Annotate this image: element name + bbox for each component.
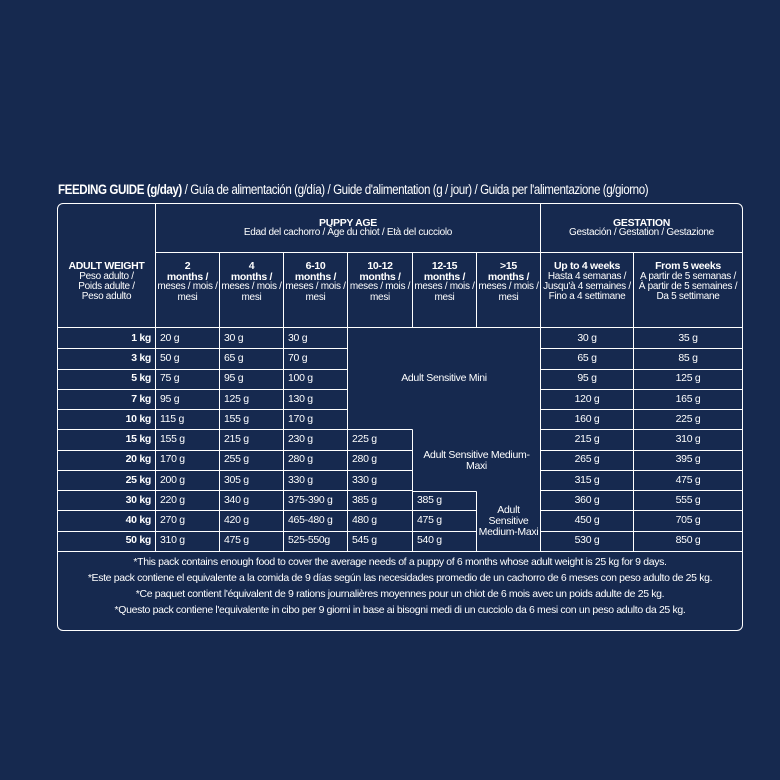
table-cell: 330 g <box>352 473 377 486</box>
weight-cell: 3 kg <box>131 352 151 365</box>
table-cell: 230 g <box>288 433 313 446</box>
gestation-title: GESTATION <box>613 216 670 229</box>
table-cell: 385 g <box>417 493 442 506</box>
table-cell: 530 g <box>574 534 600 547</box>
table-cell: 70 g <box>288 352 308 365</box>
table-cell: 115 g <box>160 412 184 425</box>
month-header-1-line-1: 2 <box>184 260 191 272</box>
table-cell: 170 g <box>160 453 185 466</box>
table-cell: 465-480 g <box>288 514 333 527</box>
table-cell: 330 g <box>288 473 313 486</box>
table-cell: 280 g <box>288 453 313 466</box>
table-cell: 35 g <box>678 331 698 344</box>
puppy-age-sub: Edad del cachorro / Âge du chiot / Età del cucciolo <box>243 227 453 239</box>
month-header-2-line-3: meses / mois / <box>221 281 282 293</box>
table-cell: 475 g <box>417 514 442 527</box>
month-header-3-line-4: mesi <box>305 291 326 303</box>
gestation-col-2-sub-1: A partir de 5 semanas / <box>640 270 736 282</box>
table-cell: 50 g <box>160 352 180 365</box>
adult-weight-line-2: Poids adulte / <box>78 280 135 292</box>
gestation-col-2-title: From 5 weeks <box>655 260 721 272</box>
month-header-1-line-3: meses / mois / <box>157 281 218 293</box>
table-cell: 255 g <box>224 453 249 466</box>
table-cell: 540 g <box>417 534 442 547</box>
table-cell: 215 g <box>574 433 600 446</box>
gestation-col-1-sub-3: Fino a 4 settimane <box>548 291 626 303</box>
month-header-2-line-2: months / <box>230 270 273 283</box>
month-header-5-line-3: meses / mois / <box>414 281 475 293</box>
table-cell: 385 g <box>352 493 377 506</box>
weight-cell: 30 kg <box>125 493 151 506</box>
table-cell: 395 g <box>675 453 701 466</box>
table-cell: 30 g <box>288 331 308 344</box>
table-cell: 30 g <box>577 331 597 344</box>
table-cell: 100 g <box>288 372 313 385</box>
table-cell: 420 g <box>224 514 249 527</box>
table-cell: 155 g <box>224 412 249 425</box>
month-header-4-line-1: 10-12 <box>367 260 393 272</box>
footnote-fr: *Ce paquet contient l'équivalent de 9 rations journalières moyennes pour un chiot de 6 mois avec un poids adulte de 25 kg. <box>135 588 665 600</box>
weight-cell: 20 kg <box>125 453 151 466</box>
title-bold: FEEDING GUIDE (g/day) <box>58 182 182 197</box>
table-cell: 305 g <box>224 473 249 486</box>
adult-weight-line-3: Peso adulto <box>81 291 132 303</box>
month-header-6-line-2: months / <box>487 270 530 283</box>
month-header-3-line-1: 6-10 <box>305 260 326 272</box>
gestation-col-1-title: Up to 4 weeks <box>553 260 621 272</box>
table-cell: 310 g <box>675 433 701 446</box>
month-header-3 <box>284 253 347 327</box>
table-cell: 850 g <box>675 534 701 547</box>
table-cell: 95 g <box>160 392 180 405</box>
gestation-col-2-sub-3: Da 5 settimane <box>656 291 720 303</box>
month-header-3-line-2: months / <box>294 270 337 283</box>
merged-small-line-1: Adult Sensitive <box>488 504 529 528</box>
table-cell: 120 g <box>574 392 600 405</box>
month-header-5-line-4: mesi <box>434 291 455 303</box>
table-cell: 340 g <box>224 493 249 506</box>
table-cell: 125 g <box>224 392 249 405</box>
table-cell: 30 g <box>224 331 244 344</box>
table-cell: 525-550g <box>288 534 330 547</box>
merged-adult-sensitive-medium-maxi: Adult Sensitive Medium-Maxi <box>423 448 530 472</box>
gestation-from-5-weeks-header <box>634 253 742 327</box>
footnote-es: *Este pack contiene el equivalente a la comida de 9 días según las necesidades promedio de un cachorro de 6 meses con peso adulto de 25 kg. <box>87 572 713 584</box>
month-header-4-line-3: meses / mois / <box>349 281 411 293</box>
merged-small-line-2: Medium-Maxi <box>478 525 539 538</box>
table-cell: 200 g <box>160 473 185 486</box>
table-cell: 265 g <box>574 453 600 466</box>
footnote-it: *Questo pack contiene l'equivalente in cibo per 9 giorni in base ai bisogni medi di un cucciolo da 6 mesi con un peso adulto da 25 kg. <box>114 604 686 616</box>
table-cell: 480 g <box>352 514 377 527</box>
table-cell: 270 g <box>160 514 185 527</box>
month-header-6-line-3: meses / mois / <box>478 281 539 293</box>
table-cell: 360 g <box>574 493 600 506</box>
table-cell: 85 g <box>678 352 698 365</box>
adult-weight-title: ADULT WEIGHT <box>68 260 145 272</box>
puppy-age-header <box>156 204 540 252</box>
gestation-up-to-4-weeks-header <box>541 253 633 327</box>
month-header-1-line-4: mesi <box>177 291 198 303</box>
table-cell: 95 g <box>577 372 597 385</box>
weight-cell: 5 kg <box>131 372 151 385</box>
month-header-2-line-1: 4 <box>248 260 255 272</box>
month-header-4-line-4: mesi <box>370 291 390 303</box>
title-rest: / Guía de alimentación (g/día) / Guide d'alimentation (g / jour) / Guida per l'alimentazione (g/giorno) <box>181 182 649 197</box>
table-cell: 225 g <box>352 433 377 446</box>
weight-cell: 40 kg <box>125 514 151 527</box>
table-cell: 155 g <box>160 433 185 446</box>
table-cell: 160 g <box>574 412 600 425</box>
month-header-1-line-2: months / <box>166 270 209 283</box>
table-cell: 65 g <box>577 352 597 365</box>
weight-cell: 7 kg <box>131 392 151 405</box>
month-header-5 <box>413 253 476 327</box>
table-cell: 165 g <box>675 392 701 405</box>
month-header-6-line-4: mesi <box>498 291 519 303</box>
table-cell: 130 g <box>288 392 313 405</box>
table-cell: 170 g <box>288 412 313 425</box>
table-cell: 95 g <box>224 372 244 385</box>
table-cell: 545 g <box>352 534 377 547</box>
month-header-3-line-3: meses / mois / <box>285 281 346 293</box>
month-header-1 <box>156 253 219 327</box>
month-header-4 <box>348 253 412 327</box>
adult-weight-line-1: Peso adulto / <box>79 270 134 282</box>
gestation-header <box>541 204 742 252</box>
month-header-2 <box>220 253 283 327</box>
table-cell: 75 g <box>160 372 180 385</box>
table-cell: 20 g <box>160 331 180 344</box>
merged-adult-sensitive-medium-maxi-small <box>477 492 540 551</box>
weight-cell: 50 kg <box>125 534 151 547</box>
table-cell: 65 g <box>224 352 244 365</box>
table-cell: 475 g <box>224 534 249 547</box>
table-cell: 280 g <box>352 453 377 466</box>
gestation-sub: Gestación / Gestation / Gestazione <box>569 227 714 239</box>
merged-adult-sensitive-mini: Adult Sensitive Mini <box>401 372 487 385</box>
table-cell: 475 g <box>675 473 701 486</box>
puppy-age-title: PUPPY AGE <box>319 216 377 229</box>
table-cell: 555 g <box>675 493 701 506</box>
table-cell: 125 g <box>675 372 701 385</box>
month-header-5-line-2: months / <box>423 270 466 283</box>
table-cell: 705 g <box>675 514 701 527</box>
month-header-4-line-2: months / <box>359 270 401 283</box>
table-cell: 450 g <box>574 514 600 527</box>
weight-cell: 25 kg <box>125 473 151 486</box>
month-header-2-line-4: mesi <box>241 291 262 303</box>
gestation-col-1-sub-1: Hasta 4 semanas / <box>547 270 627 282</box>
table-cell: 315 g <box>574 473 600 486</box>
table-cell: 375-390 g <box>288 493 333 506</box>
month-header-6 <box>477 253 540 327</box>
month-header-5-line-1: 12-15 <box>431 260 458 272</box>
weight-cell: 1 kg <box>131 331 151 344</box>
table-cell: 225 g <box>675 412 701 425</box>
weight-cell: 10 kg <box>125 412 151 425</box>
gestation-col-1-sub-2: Jusqu'à 4 semaines / <box>543 280 631 292</box>
adult-weight-header <box>58 253 155 327</box>
weight-cell: 15 kg <box>125 433 151 446</box>
footnote-en: *This pack contains enough food to cover the average needs of a puppy of 6 months whose adult weight is 25 kg for 9 days. <box>133 556 667 568</box>
month-header-6-line-1: >15 <box>500 260 517 272</box>
table-cell: 310 g <box>160 534 185 547</box>
table-cell: 220 g <box>160 493 185 506</box>
gestation-col-2-sub-2: À partir de 5 semaines / <box>638 280 738 292</box>
table-cell: 215 g <box>224 433 249 446</box>
